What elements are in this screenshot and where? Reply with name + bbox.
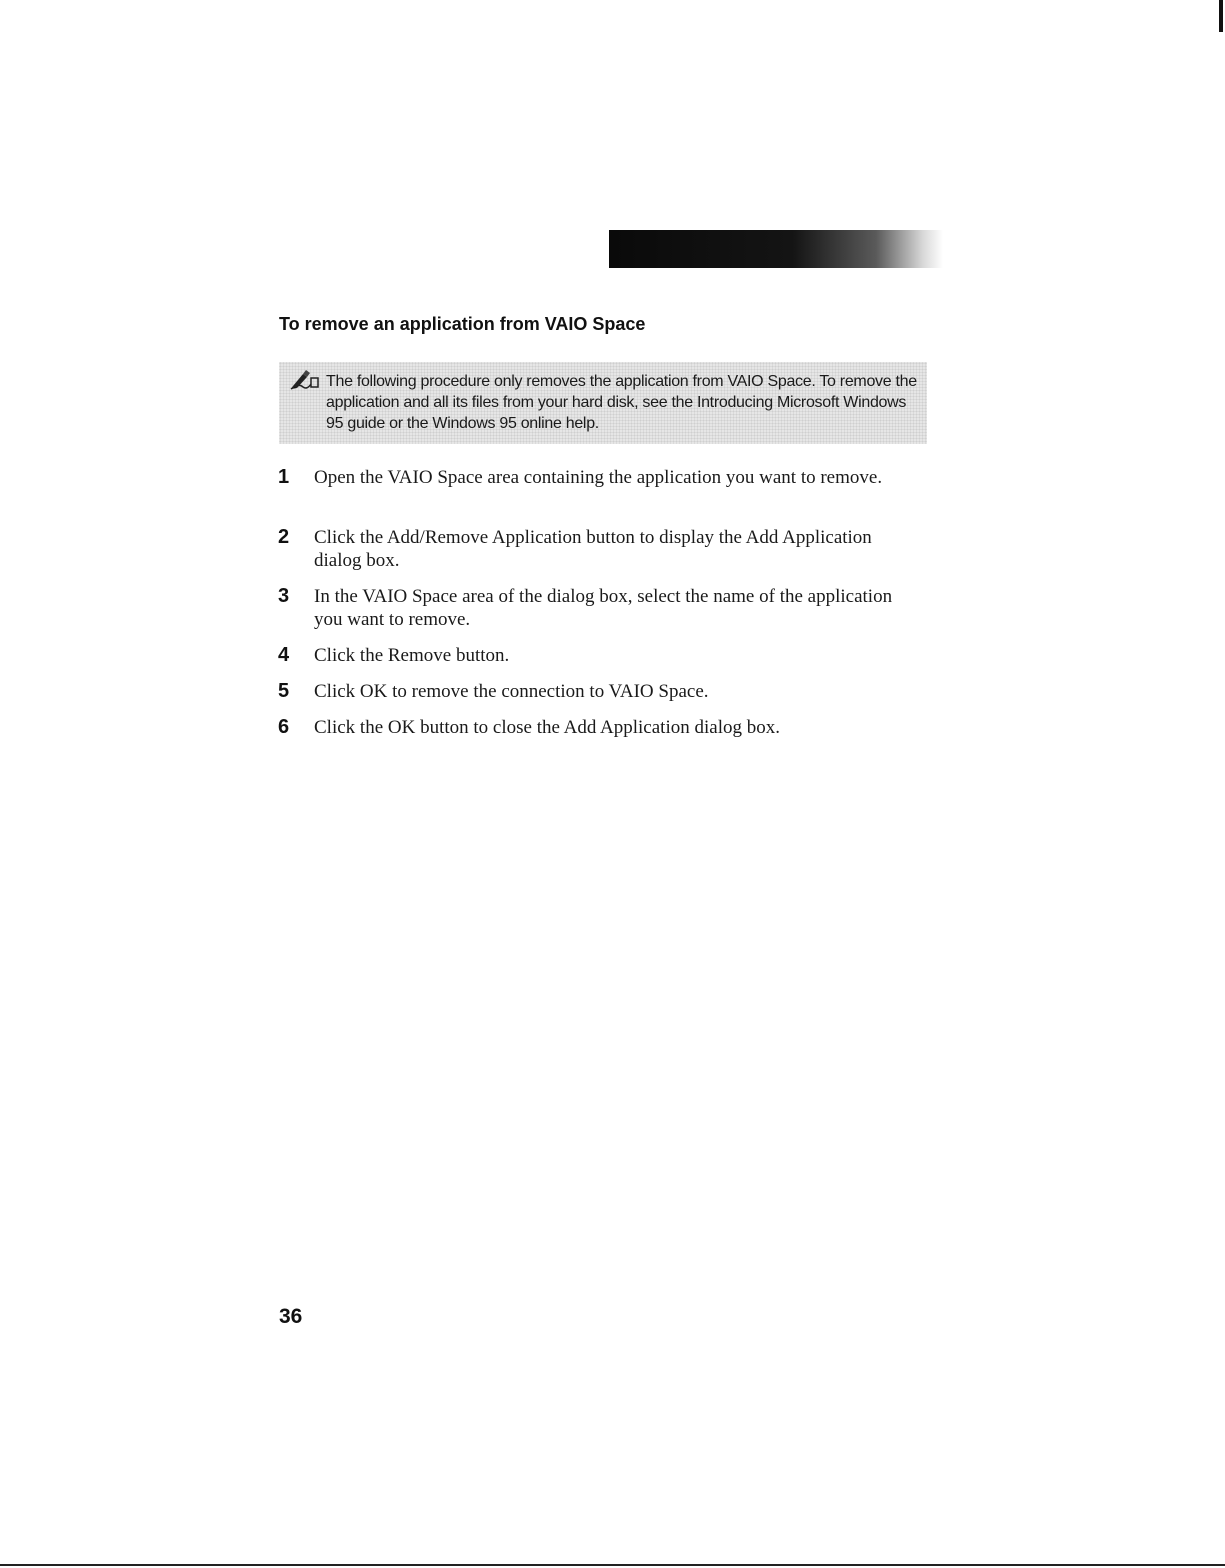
steps-list	[278, 466, 898, 752]
step-item	[278, 526, 898, 585]
step-item	[278, 716, 898, 752]
step-text: In the VAIO Space area of the dialog box, select the name of the application you want to remove.	[314, 586, 893, 630]
step-item	[278, 644, 898, 680]
step-text: Click the Remove button.	[314, 645, 510, 666]
edge-registration-mark	[1219, 0, 1223, 32]
note-text: The following procedure only removes the application from VAIO Space. To remove the application and all its files from your hard disk, see the Introducing Microsoft Windows 95 guide or the Windows 95 online help.	[326, 373, 917, 432]
step-item	[278, 585, 898, 644]
step-number: 2	[278, 526, 290, 548]
section-heading: To remove an application from VAIO Space	[279, 314, 646, 334]
step-number: 1	[278, 466, 290, 488]
header-bar	[609, 230, 943, 268]
step-text: Click the OK button to close the Add Application dialog box.	[314, 717, 780, 738]
step-number: 4	[278, 644, 290, 666]
step-item	[278, 466, 898, 526]
page-number: 36	[279, 1305, 303, 1328]
step-number: 6	[278, 716, 290, 738]
step-number: 3	[278, 585, 290, 607]
pencil-icon	[289, 366, 319, 390]
bottom-rule	[0, 1564, 1225, 1566]
step-text: Open the VAIO Space area containing the application you want to remove.	[314, 467, 883, 488]
step-text: Click the Add/Remove Application button to display the Add Application dialog box.	[314, 527, 872, 571]
note-box	[279, 362, 927, 444]
step-item	[278, 680, 898, 716]
step-number: 5	[278, 680, 290, 702]
step-text: Click OK to remove the connection to VAIO Space.	[314, 681, 709, 702]
